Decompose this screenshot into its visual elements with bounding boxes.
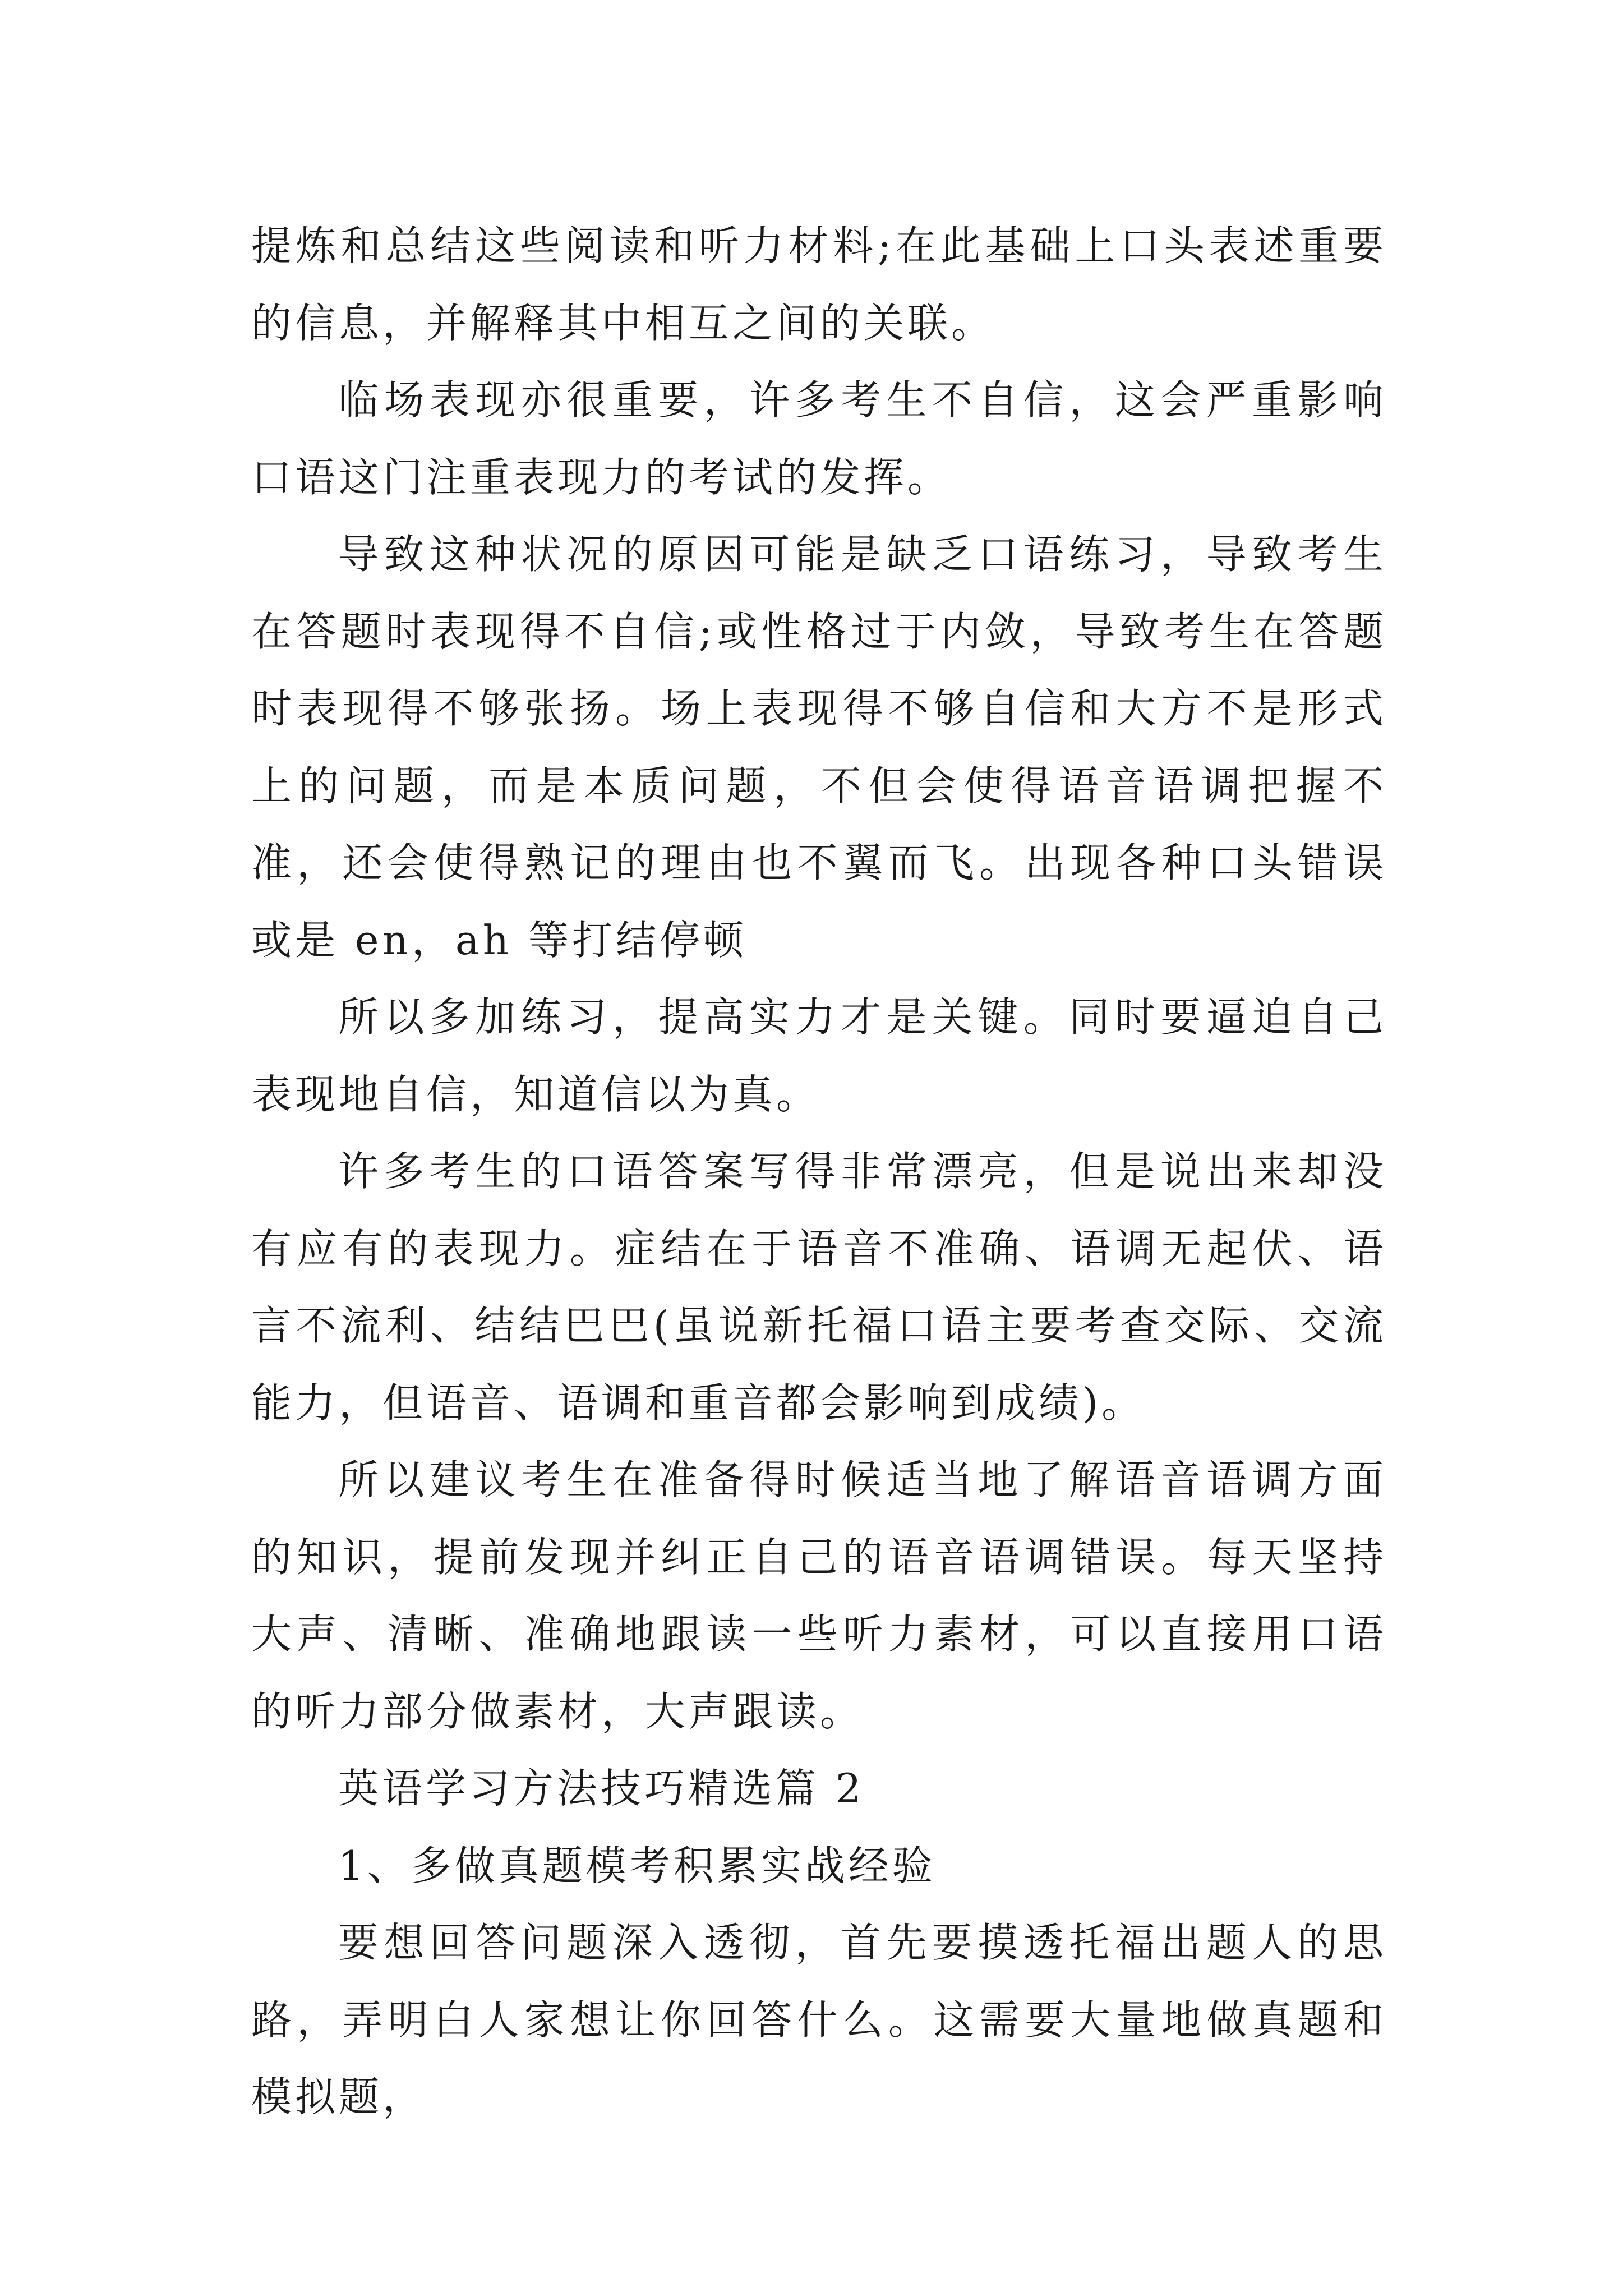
paragraph-cause-analysis: 导致这种状况的原因可能是缺乏口语练习，导致考生在答题时表现得不自信;或性格过于内敛，导致考生在答题时表现得不够张扬。场上表现得不够自信和大方不是形式上的问题，而是本质问题，不但会使得语音语调把握不准，还会使得熟记的理由也不翼而飞。出现各种口头错误或是 en，ah 等打结停顿: [251, 531, 1387, 964]
paragraph-pronunciation-advice: 所以建议考生在准备得时候适当地了解语音语调方面的知识，提前发现并纠正自己的语音语调错误。每天坚持大声、清晰、准确地跟读一些听力素材，可以直接用口语的听力部分做素材，大声跟读。: [251, 1456, 1387, 1735]
paragraph-summary-continued: 提炼和总结这些阅读和听力材料;在此基础上口头表述重要的信息，并解释其中相互之间的关联。: [251, 222, 1387, 347]
section-heading: 英语学习方法技巧精选篇 2: [338, 1765, 865, 1812]
document-body: [251, 208, 1387, 2136]
paragraph-real-exams: 要想回答问题深入透彻，首先要摸透托福出题人的思路，弄明白人家想让你回答什么。这需要大量地做真题和模拟题，: [251, 1919, 1387, 2120]
paragraph-onsite-performance: 临场表现亦很重要，许多考生不自信，这会严重影响口语这门注重表现力的考试的发挥。: [251, 376, 1387, 501]
paragraph-practice-key: 所以多加练习，提高实力才是关键。同时要逼迫自己表现地自信，知道信以为真。: [251, 993, 1387, 1118]
paragraph-pronunciation-issues: 许多考生的口语答案写得非常漂亮，但是说出来却没有应有的表现力。症结在于语音不准确、语调无起伏、语言不流利、结结巴巴(虽说新托福口语主要考查交际、交流能力，但语音、语调和重音都会影响到成绩)。: [251, 1148, 1387, 1427]
subsection-heading: 1、多做真题模考积累实战经验: [338, 1842, 936, 1889]
